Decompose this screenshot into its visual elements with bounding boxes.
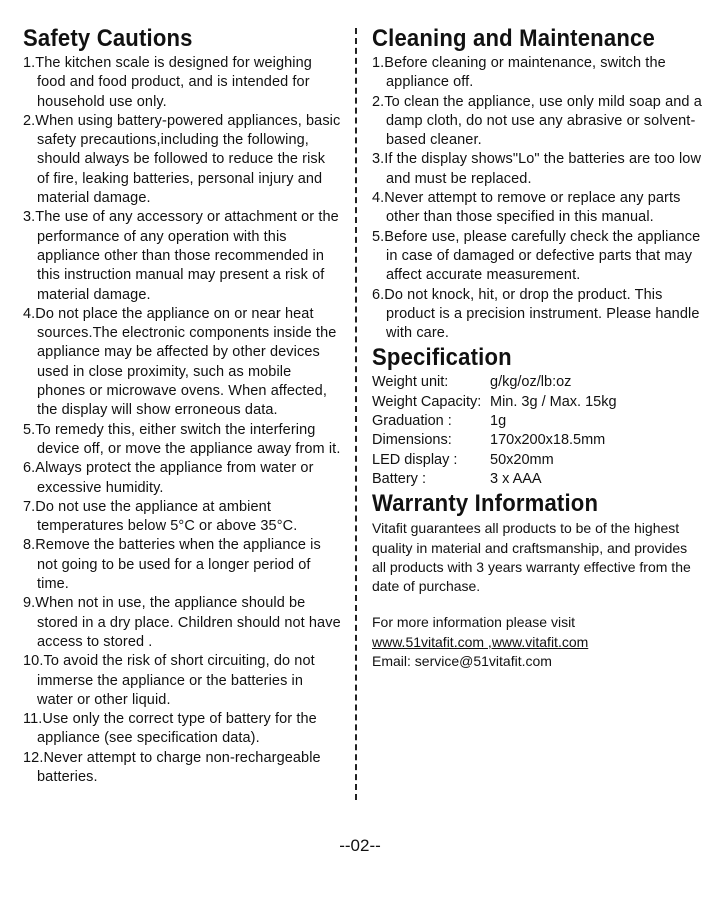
- column-divider: [355, 28, 357, 800]
- list-item: 2.When using battery-powered appliances, basic safety precautions,including the following, should always be followed to reduce the risk of fire, leaking batteries, personal injury and material damage.: [23, 112, 341, 207]
- website-links[interactable]: www.51vitafit.com ,www.vitafit.com: [372, 633, 589, 650]
- list-item: 2.To clean the appliance, use only mild soap and a damp cloth, do not use any abrasive or solvent-based cleaner.: [372, 93, 702, 149]
- list-item: 11.Use only the correct type of battery for the appliance (see specification data).: [23, 711, 317, 747]
- spec-row: Graduation : 1g: [372, 413, 507, 430]
- specification-table: [372, 373, 702, 489]
- list-item: 5.Before use, please carefully check the appliance in case of damaged or defective parts that may affect accurate measurement.: [372, 228, 701, 284]
- safety-cautions-section: [23, 24, 341, 787]
- list-item: 8.Remove the batteries when the appliance is not going to be used for a longer period of time.: [23, 537, 321, 593]
- list-item: 4.Do not place the appliance on or near heat sources.The electronic components inside the appliance may be affected by other devices used in close proximity, such as mobile phones or microwave ovens. When affected, the display will show erroneous data.: [23, 305, 337, 419]
- list-item: 3.The use of any accessory or attachment or the performance of any operation with this appliance other than those recommended in this instruction manual may present a risk of material damage.: [23, 209, 339, 303]
- list-item: 10.To avoid the risk of short circuiting, do not immerse the appliance or the batteries in water or other liquid.: [23, 653, 315, 708]
- spec-row: LED display : 50x20mm: [372, 451, 554, 468]
- list-item: 1.The kitchen scale is designed for weighing food and food product, and is intended for household use only.: [23, 55, 312, 110]
- spec-row: Dimensions: 170x200x18.5mm: [372, 432, 606, 449]
- right-column: [372, 24, 702, 671]
- warranty-text: Vitafit guarantees all products to be of the highest quality in material and craftsmanship, and provides all products with 3 years warranty effective from the date of purchase.: [372, 520, 691, 595]
- spec-row: Battery : 3 x AAA: [372, 470, 542, 487]
- list-item: 1.Before cleaning or maintenance, switch the appliance off.: [372, 55, 666, 91]
- list-item: 3.If the display shows"Lo" the batteries are too low and must be replaced.: [372, 151, 702, 187]
- cleaning-list: [372, 54, 702, 343]
- list-item: 4.Never attempt to remove or replace any parts other than those specified in this manual.: [372, 190, 681, 226]
- page-number: --02--: [339, 836, 381, 855]
- spec-row: Weight unit: g/kg/oz/lb:oz: [372, 374, 572, 391]
- list-item: 5.To remedy this, either switch the interfering device off, or move the appliance away from it.: [23, 421, 341, 457]
- spec-row: Weight Capacity: Min. 3g / Max. 15kg: [372, 393, 617, 410]
- specification-title: Specification: [372, 344, 512, 372]
- list-item: 6.Do not knock, hit, or drop the product. This product is a precision instrument. Please handle with care.: [372, 286, 700, 342]
- list-item: 7.Do not use the appliance at ambient temperatures below 5°C or above 35°C.: [23, 498, 298, 535]
- email-text: Email: service@51vitafit.com: [372, 653, 552, 670]
- list-item: 9.When not in use, the appliance should be stored in a dry place. Children should not have access to stored .: [23, 595, 341, 650]
- cleaning-title: Cleaning and Maintenance: [372, 25, 655, 52]
- list-item: 12.Never attempt to charge non-rechargeable batteries.: [23, 749, 321, 785]
- safety-cautions-title: Safety Cautions: [23, 25, 193, 52]
- spacer: [372, 596, 702, 613]
- safety-list: [23, 54, 341, 787]
- list-item: 6.Always protect the appliance from water or excessive humidity.: [23, 460, 314, 496]
- warranty-title: Warranty Information: [372, 490, 599, 518]
- more-info-text: For more information please visit: [372, 614, 576, 631]
